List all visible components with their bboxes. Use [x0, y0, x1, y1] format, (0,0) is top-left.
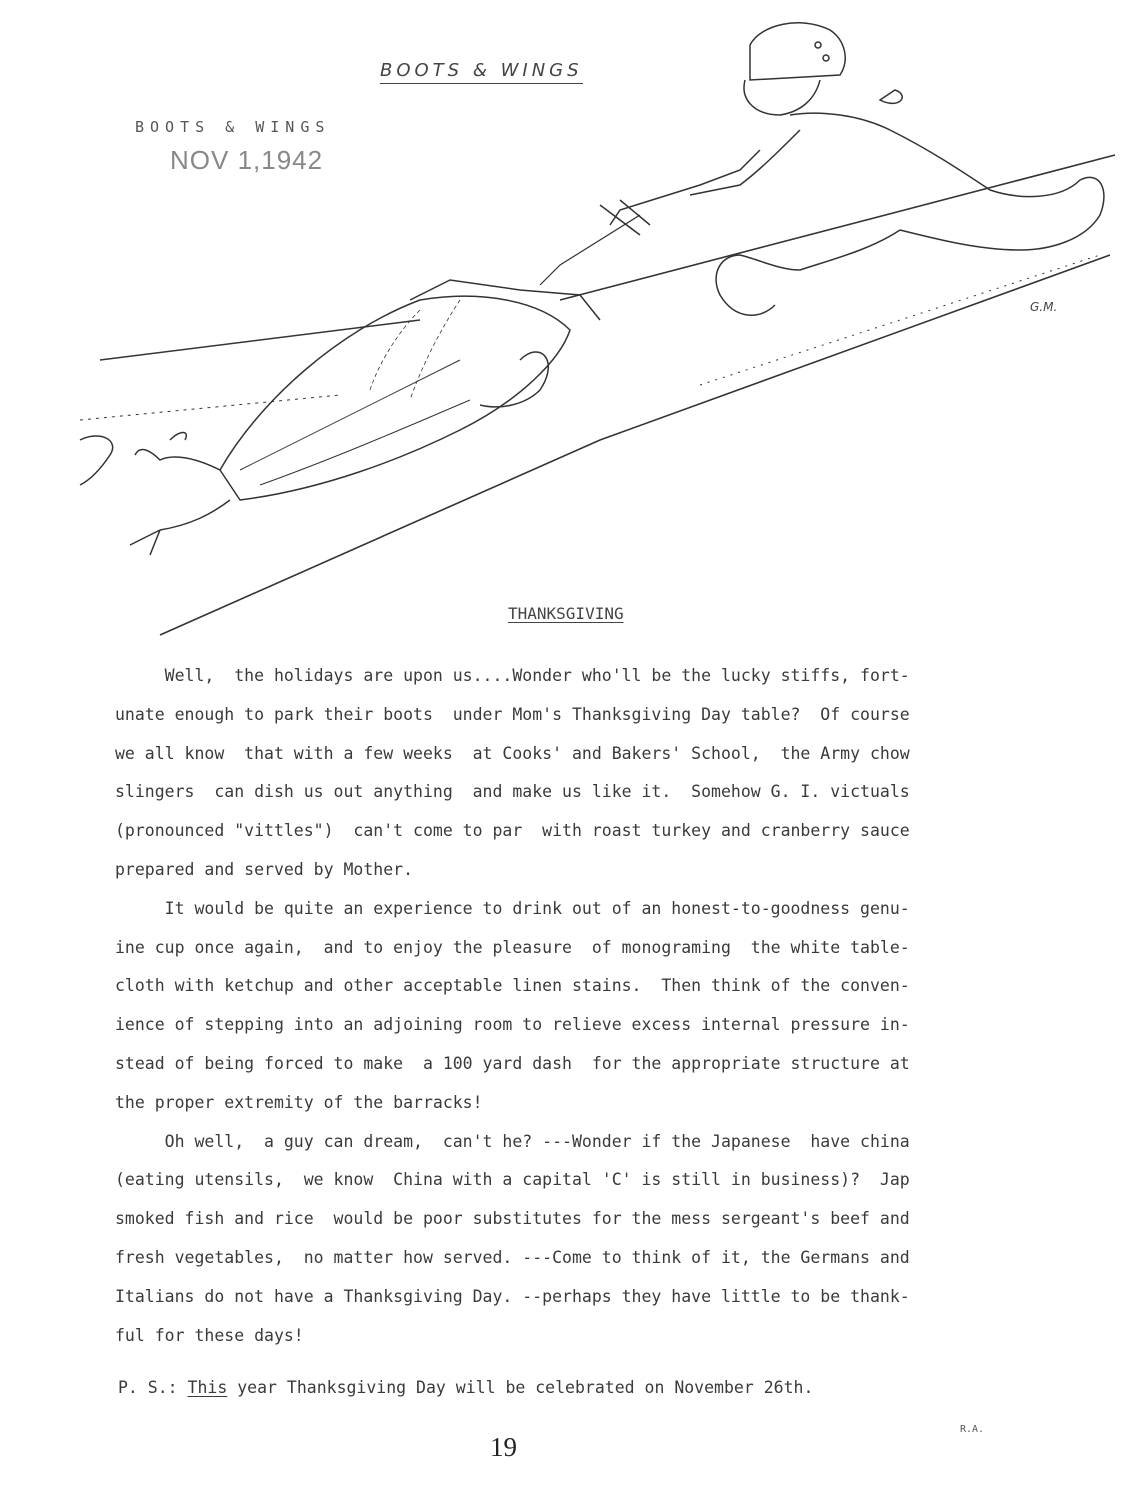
ps-prefix: P. S.: — [118, 1378, 188, 1397]
text-line: ience of stepping into an adjoining room to relieve excess internal pressure in- — [115, 1015, 910, 1035]
ps-underlined-word: This — [187, 1378, 228, 1397]
article-body — [115, 657, 1065, 1355]
page-number: 19 — [490, 1432, 517, 1462]
date-stamp: NOV 1,1942 — [170, 145, 324, 175]
text-line: fresh vegetables, no matter how served. ---Come to think of it, the Germans and — [115, 1247, 910, 1267]
text-line: (eating utensils, we know China with a capital 'C' is still in business)? Jap — [115, 1170, 910, 1190]
text-line: It would be quite an experience to drink out of an honest-to-goodness genu- — [115, 898, 910, 918]
text-line: slingers can dish us out anything and make us like it. Somehow G. I. victuals — [115, 782, 910, 802]
postscript — [118, 1378, 813, 1397]
text-line: we all know that with a few weeks at Cooks' and Bakers' School, the Army chow — [115, 743, 910, 763]
soldier-drawing — [540, 23, 1104, 315]
text-line: Italians do not have a Thanksgiving Day. --perhaps they have little to be thank- — [115, 1286, 910, 1306]
text-line: Oh well, a guy can dream, can't he? ---Wonder if the Japanese have china — [115, 1131, 910, 1151]
text-line: stead of being forced to make a 100 yard dash for the appropriate structure at — [115, 1053, 910, 1073]
text-line: ine cup once again, and to enjoy the pleasure of monograming the white table- — [115, 937, 910, 957]
turkey-drawing — [80, 280, 600, 555]
article-title: THANKSGIVING — [508, 604, 624, 623]
cartoon-illustration — [0, 0, 1134, 640]
typed-title: BOOTS & WINGS — [135, 118, 331, 136]
ground-lines — [80, 155, 1115, 635]
ps-text: year Thanksgiving Day will be celebrated on November 26th. — [227, 1378, 814, 1397]
text-line: Well, the holidays are upon us....Wonder who'll be the lucky stiffs, fort- — [115, 666, 910, 685]
text-line: (pronounced "vittles") can't come to par with roast turkey and cranberry sauce — [115, 821, 910, 841]
author-initials: R.A. — [960, 1424, 985, 1435]
artist-initials: G.M. — [1030, 300, 1058, 314]
text-line: smoked fish and rice would be poor substitutes for the mess sergeant's beef and — [115, 1209, 910, 1229]
text-line: the proper extremity of the barracks! — [115, 1092, 483, 1112]
text-line: unate enough to park their boots under Mom's Thanksgiving Day table? Of course — [115, 704, 910, 724]
text-line: cloth with ketchup and other acceptable linen stains. Then think of the conven- — [115, 976, 910, 996]
text-line: ful for these days! — [115, 1325, 304, 1345]
hand-drawn-title: BOOTS & WINGS — [380, 60, 583, 84]
text-line: prepared and served by Mother. — [115, 859, 414, 879]
